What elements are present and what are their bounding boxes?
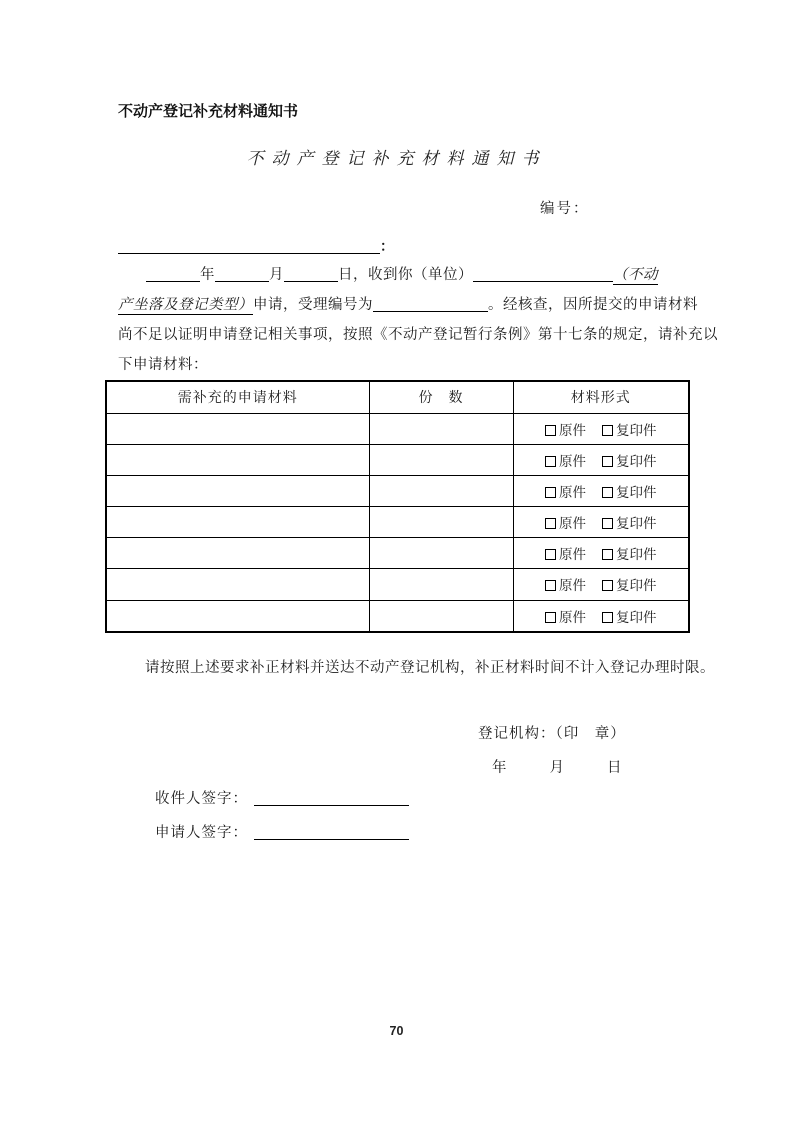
table-header-row xyxy=(106,381,689,413)
count-cell[interactable] xyxy=(369,600,513,632)
material-name-cell[interactable] xyxy=(106,569,369,600)
page-number: 70 xyxy=(389,1024,404,1038)
after-note-text: 申请，受理编号为 xyxy=(253,297,373,313)
table-row xyxy=(106,413,689,444)
materials-table xyxy=(105,380,690,633)
original-option[interactable] xyxy=(545,610,586,625)
salutation-line xyxy=(118,236,394,256)
checkbox-copy-icon[interactable] xyxy=(602,487,613,498)
table-row xyxy=(106,475,689,506)
receiver-signature-blank[interactable] xyxy=(254,791,409,806)
copy-option[interactable] xyxy=(602,547,657,562)
doc-title-label: 不动产登记补充材料通知书 xyxy=(118,103,299,120)
number-label: 编号： xyxy=(540,201,590,217)
count-cell[interactable] xyxy=(369,444,513,475)
checkbox-original-icon[interactable] xyxy=(545,518,556,529)
material-form-cell xyxy=(513,507,689,538)
checkbox-original-icon[interactable] xyxy=(545,580,556,591)
table-row xyxy=(106,444,689,475)
original-option[interactable] xyxy=(545,454,586,469)
copy-label: 复印件 xyxy=(616,578,657,594)
estate-note-part2: 产坐落及登记类型） xyxy=(118,297,253,313)
copy-label: 复印件 xyxy=(616,453,657,469)
month-blank[interactable] xyxy=(215,267,269,282)
header-count: 份 数 xyxy=(369,381,513,413)
copy-option[interactable] xyxy=(602,516,657,531)
date-year-label: 年 xyxy=(492,760,507,776)
material-name-cell[interactable] xyxy=(106,444,369,475)
intro-line-4: 下申请材料： xyxy=(118,357,208,373)
material-form-cell xyxy=(513,475,689,506)
material-name-cell[interactable] xyxy=(106,600,369,632)
copy-option[interactable] xyxy=(602,423,657,438)
notice-text: 请按照上述要求补正材料并送达不动产登记机构，补正材料时间不计入登记办理时限。 xyxy=(145,660,715,676)
count-cell[interactable] xyxy=(369,413,513,444)
material-form-cell xyxy=(513,569,689,600)
date-day-label: 日 xyxy=(607,760,622,776)
checkbox-copy-icon[interactable] xyxy=(602,518,613,529)
original-option[interactable] xyxy=(545,423,586,438)
applicant-signature-line xyxy=(155,821,409,842)
copy-option[interactable] xyxy=(602,578,657,593)
original-label: 原件 xyxy=(559,484,586,500)
intro-line-2 xyxy=(118,293,698,314)
day-blank[interactable] xyxy=(284,267,338,282)
material-name-cell[interactable] xyxy=(106,475,369,506)
material-form-cell xyxy=(513,600,689,632)
material-name-cell[interactable] xyxy=(106,538,369,569)
copy-label: 复印件 xyxy=(616,484,657,500)
receiver-signature-label: 收件人签字： xyxy=(155,791,248,807)
copy-label: 复印件 xyxy=(616,609,657,625)
checkbox-copy-icon[interactable] xyxy=(602,612,613,623)
receiver-signature-line xyxy=(155,787,409,808)
original-option[interactable] xyxy=(545,485,586,500)
count-cell[interactable] xyxy=(369,507,513,538)
applicant-signature-label: 申请人签字： xyxy=(155,825,248,841)
month-label: 月 xyxy=(269,267,284,283)
original-label: 原件 xyxy=(559,422,586,438)
copy-label: 复印件 xyxy=(616,516,657,532)
original-label: 原件 xyxy=(559,453,586,469)
date-line xyxy=(478,756,622,777)
salutation-colon: ： xyxy=(380,240,394,255)
checkbox-copy-icon[interactable] xyxy=(602,549,613,560)
original-option[interactable] xyxy=(545,516,586,531)
table-row xyxy=(106,569,689,600)
checkbox-copy-icon[interactable] xyxy=(602,580,613,591)
copy-option[interactable] xyxy=(602,485,657,500)
table-row xyxy=(106,507,689,538)
day-label: 日，收到你（单位） xyxy=(338,267,473,283)
original-option[interactable] xyxy=(545,578,586,593)
table-row xyxy=(106,600,689,632)
addressee-blank[interactable] xyxy=(118,239,380,254)
intro-line-1 xyxy=(118,263,680,284)
checkbox-copy-icon[interactable] xyxy=(602,456,613,467)
intro-line-3: 尚不足以证明申请登记相关事项，按照《不动产登记暂行条例》第十七条的规定，请补充以 xyxy=(118,327,718,343)
header-material-form: 材料形式 xyxy=(513,381,689,413)
material-name-cell[interactable] xyxy=(106,413,369,444)
material-form-cell xyxy=(513,444,689,475)
count-cell[interactable] xyxy=(369,569,513,600)
checkbox-original-icon[interactable] xyxy=(545,612,556,623)
applicant-signature-blank[interactable] xyxy=(254,825,409,840)
calligraphy-title: 不动产登记补充材料通知书 xyxy=(246,149,547,168)
original-label: 原件 xyxy=(559,547,586,563)
original-label: 原件 xyxy=(559,578,586,594)
applicant-unit-blank[interactable] xyxy=(473,267,613,282)
material-form-cell xyxy=(513,538,689,569)
copy-label: 复印件 xyxy=(616,422,657,438)
after-blank-text: 。经核查，因所提交的申请材料 xyxy=(488,297,698,313)
year-blank[interactable] xyxy=(146,267,200,282)
checkbox-original-icon[interactable] xyxy=(545,425,556,436)
original-label: 原件 xyxy=(559,516,586,532)
year-label: 年 xyxy=(200,267,215,283)
checkbox-original-icon[interactable] xyxy=(545,487,556,498)
authority-label: 登记机构：（印 章） xyxy=(478,726,626,742)
copy-label: 复印件 xyxy=(616,547,657,563)
checkbox-original-icon[interactable] xyxy=(545,549,556,560)
estate-note-part1: （不动 xyxy=(613,267,658,283)
copy-option[interactable] xyxy=(602,610,657,625)
checkbox-original-icon[interactable] xyxy=(545,456,556,467)
original-label: 原件 xyxy=(559,609,586,625)
count-cell[interactable] xyxy=(369,475,513,506)
material-form-cell xyxy=(513,413,689,444)
copy-option[interactable] xyxy=(602,454,657,469)
original-option[interactable] xyxy=(545,547,586,562)
table-row xyxy=(106,538,689,569)
header-material-name: 需补充的申请材料 xyxy=(106,381,369,413)
checkbox-copy-icon[interactable] xyxy=(602,425,613,436)
count-cell[interactable] xyxy=(369,538,513,569)
material-name-cell[interactable] xyxy=(106,507,369,538)
acceptance-number-blank[interactable] xyxy=(373,297,488,312)
date-month-label: 月 xyxy=(549,760,564,776)
